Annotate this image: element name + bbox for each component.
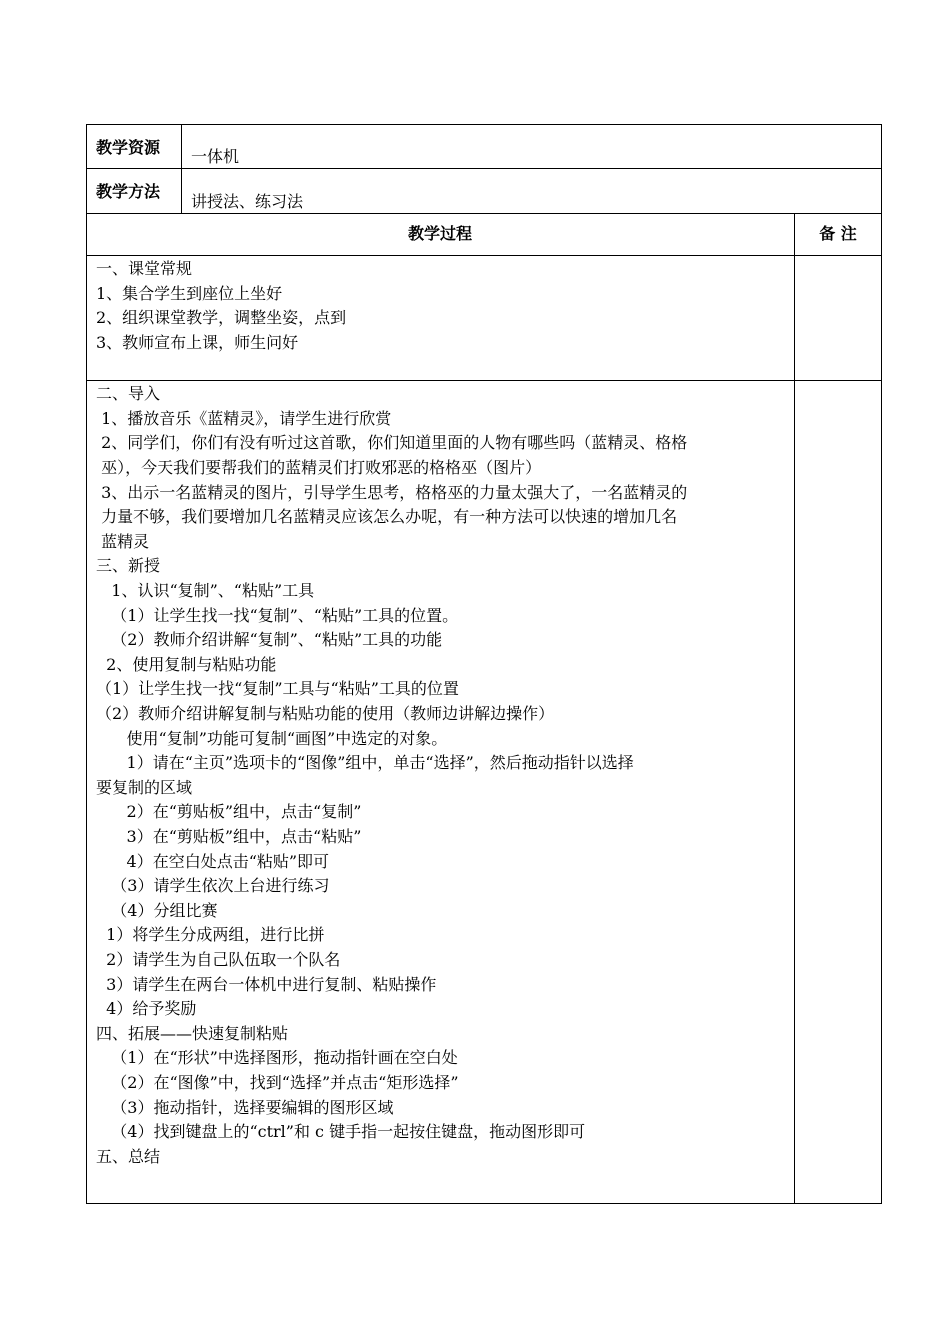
- notes-header: 备 注: [819, 224, 857, 243]
- process-line: （2）教师介绍讲解复制与粘贴功能的使用（教师边讲解边操作）: [96, 704, 555, 723]
- section-routine-line: 1、集合学生到座位上坐好: [96, 284, 283, 303]
- process-line: 1、播放音乐《蓝精灵》，请学生进行欣赏: [96, 409, 392, 428]
- section-routine-line: 2、组织课堂教学，调整坐姿，点到: [96, 308, 347, 327]
- process-line: 四、拓展——快速复制粘贴: [96, 1024, 289, 1043]
- process-line: （4）找到键盘上的“ctrl”和 c 键手指一起按住键盘，拖动图形即可: [96, 1122, 586, 1141]
- process-line: 4）给予奖励: [96, 999, 197, 1018]
- process-line: 五、总结: [96, 1147, 161, 1166]
- process-line: 3、出示一名蓝精灵的图片，引导学生思考，格格巫的力量太强大了，一名蓝精灵的: [96, 483, 688, 502]
- method-value: 讲授法、练习法: [191, 192, 304, 211]
- process-line: 3）请学生在两台一体机中进行复制、粘贴操作: [96, 975, 437, 994]
- process-line: （4）分组比赛: [96, 901, 218, 920]
- process-line: 2）请学生为自己队伍取一个队名: [96, 950, 341, 969]
- process-line: （1）在“形状”中选择图形，拖动指针画在空白处: [96, 1048, 458, 1067]
- process-line: 使用“复制”功能可复制“画图”中选定的对象。: [96, 729, 448, 748]
- process-line: 要复制的区域: [96, 778, 193, 797]
- process-line: 力量不够，我们要增加几名蓝精灵应该怎么办呢，有一种方法可以快速的增加几名: [96, 507, 678, 526]
- process-line: 2）在“剪贴板”组中，点击“复制”: [96, 802, 362, 821]
- process-line: （2）教师介绍讲解“复制”、“粘贴”工具的功能: [96, 630, 443, 649]
- process-header: 教学过程: [407, 224, 472, 243]
- process-line: 三、新授: [96, 556, 161, 575]
- process-line: （3）拖动指针，选择要编辑的图形区域: [96, 1098, 394, 1117]
- row-divider-4: [86, 380, 882, 381]
- process-line: （1）让学生找一找“复制”、“粘贴”工具的位置。: [96, 606, 459, 625]
- section-routine-line: 一、课堂常规: [96, 259, 193, 278]
- process-line: 蓝精灵: [96, 532, 150, 551]
- process-line: 4）在空白处点击“粘贴”即可: [96, 852, 330, 871]
- resources-label: 教学资源: [96, 138, 161, 157]
- process-line: 2、使用复制与粘贴功能: [96, 655, 277, 674]
- row-divider-3: [86, 255, 882, 256]
- process-line: 3）在“剪贴板”组中，点击“粘贴”: [96, 827, 362, 846]
- notes-column-divider: [794, 213, 795, 1204]
- process-line: （2）在“图像”中，找到“选择”并点击“矩形选择”: [96, 1073, 459, 1092]
- method-label: 教学方法: [96, 182, 161, 201]
- process-line: （1）让学生找一找“复制”工具与“粘贴”工具的位置: [96, 679, 459, 698]
- process-line: 1）请在“主页”选项卡的“图像”组中，单击“选择”，然后拖动指针以选择: [96, 753, 634, 772]
- process-line: 二、导入: [96, 384, 161, 403]
- label-column-divider: [181, 124, 182, 213]
- process-line: 1）将学生分成两组，进行比拼: [96, 925, 325, 944]
- process-line: （3）请学生依次上台进行练习: [96, 876, 330, 895]
- resources-value: 一体机: [191, 147, 240, 166]
- process-line: 1、认识“复制”、“粘贴”工具: [96, 581, 315, 600]
- section-routine-line: 3、教师宣布上课，师生问好: [96, 333, 299, 352]
- process-line: 巫），今天我们要帮我们的蓝精灵们打败邪恶的格格巫（图片）: [96, 458, 542, 477]
- process-line: 2、同学们，你们有没有听过这首歌，你们知道里面的人物有哪些吗（蓝精灵、格格: [96, 433, 688, 452]
